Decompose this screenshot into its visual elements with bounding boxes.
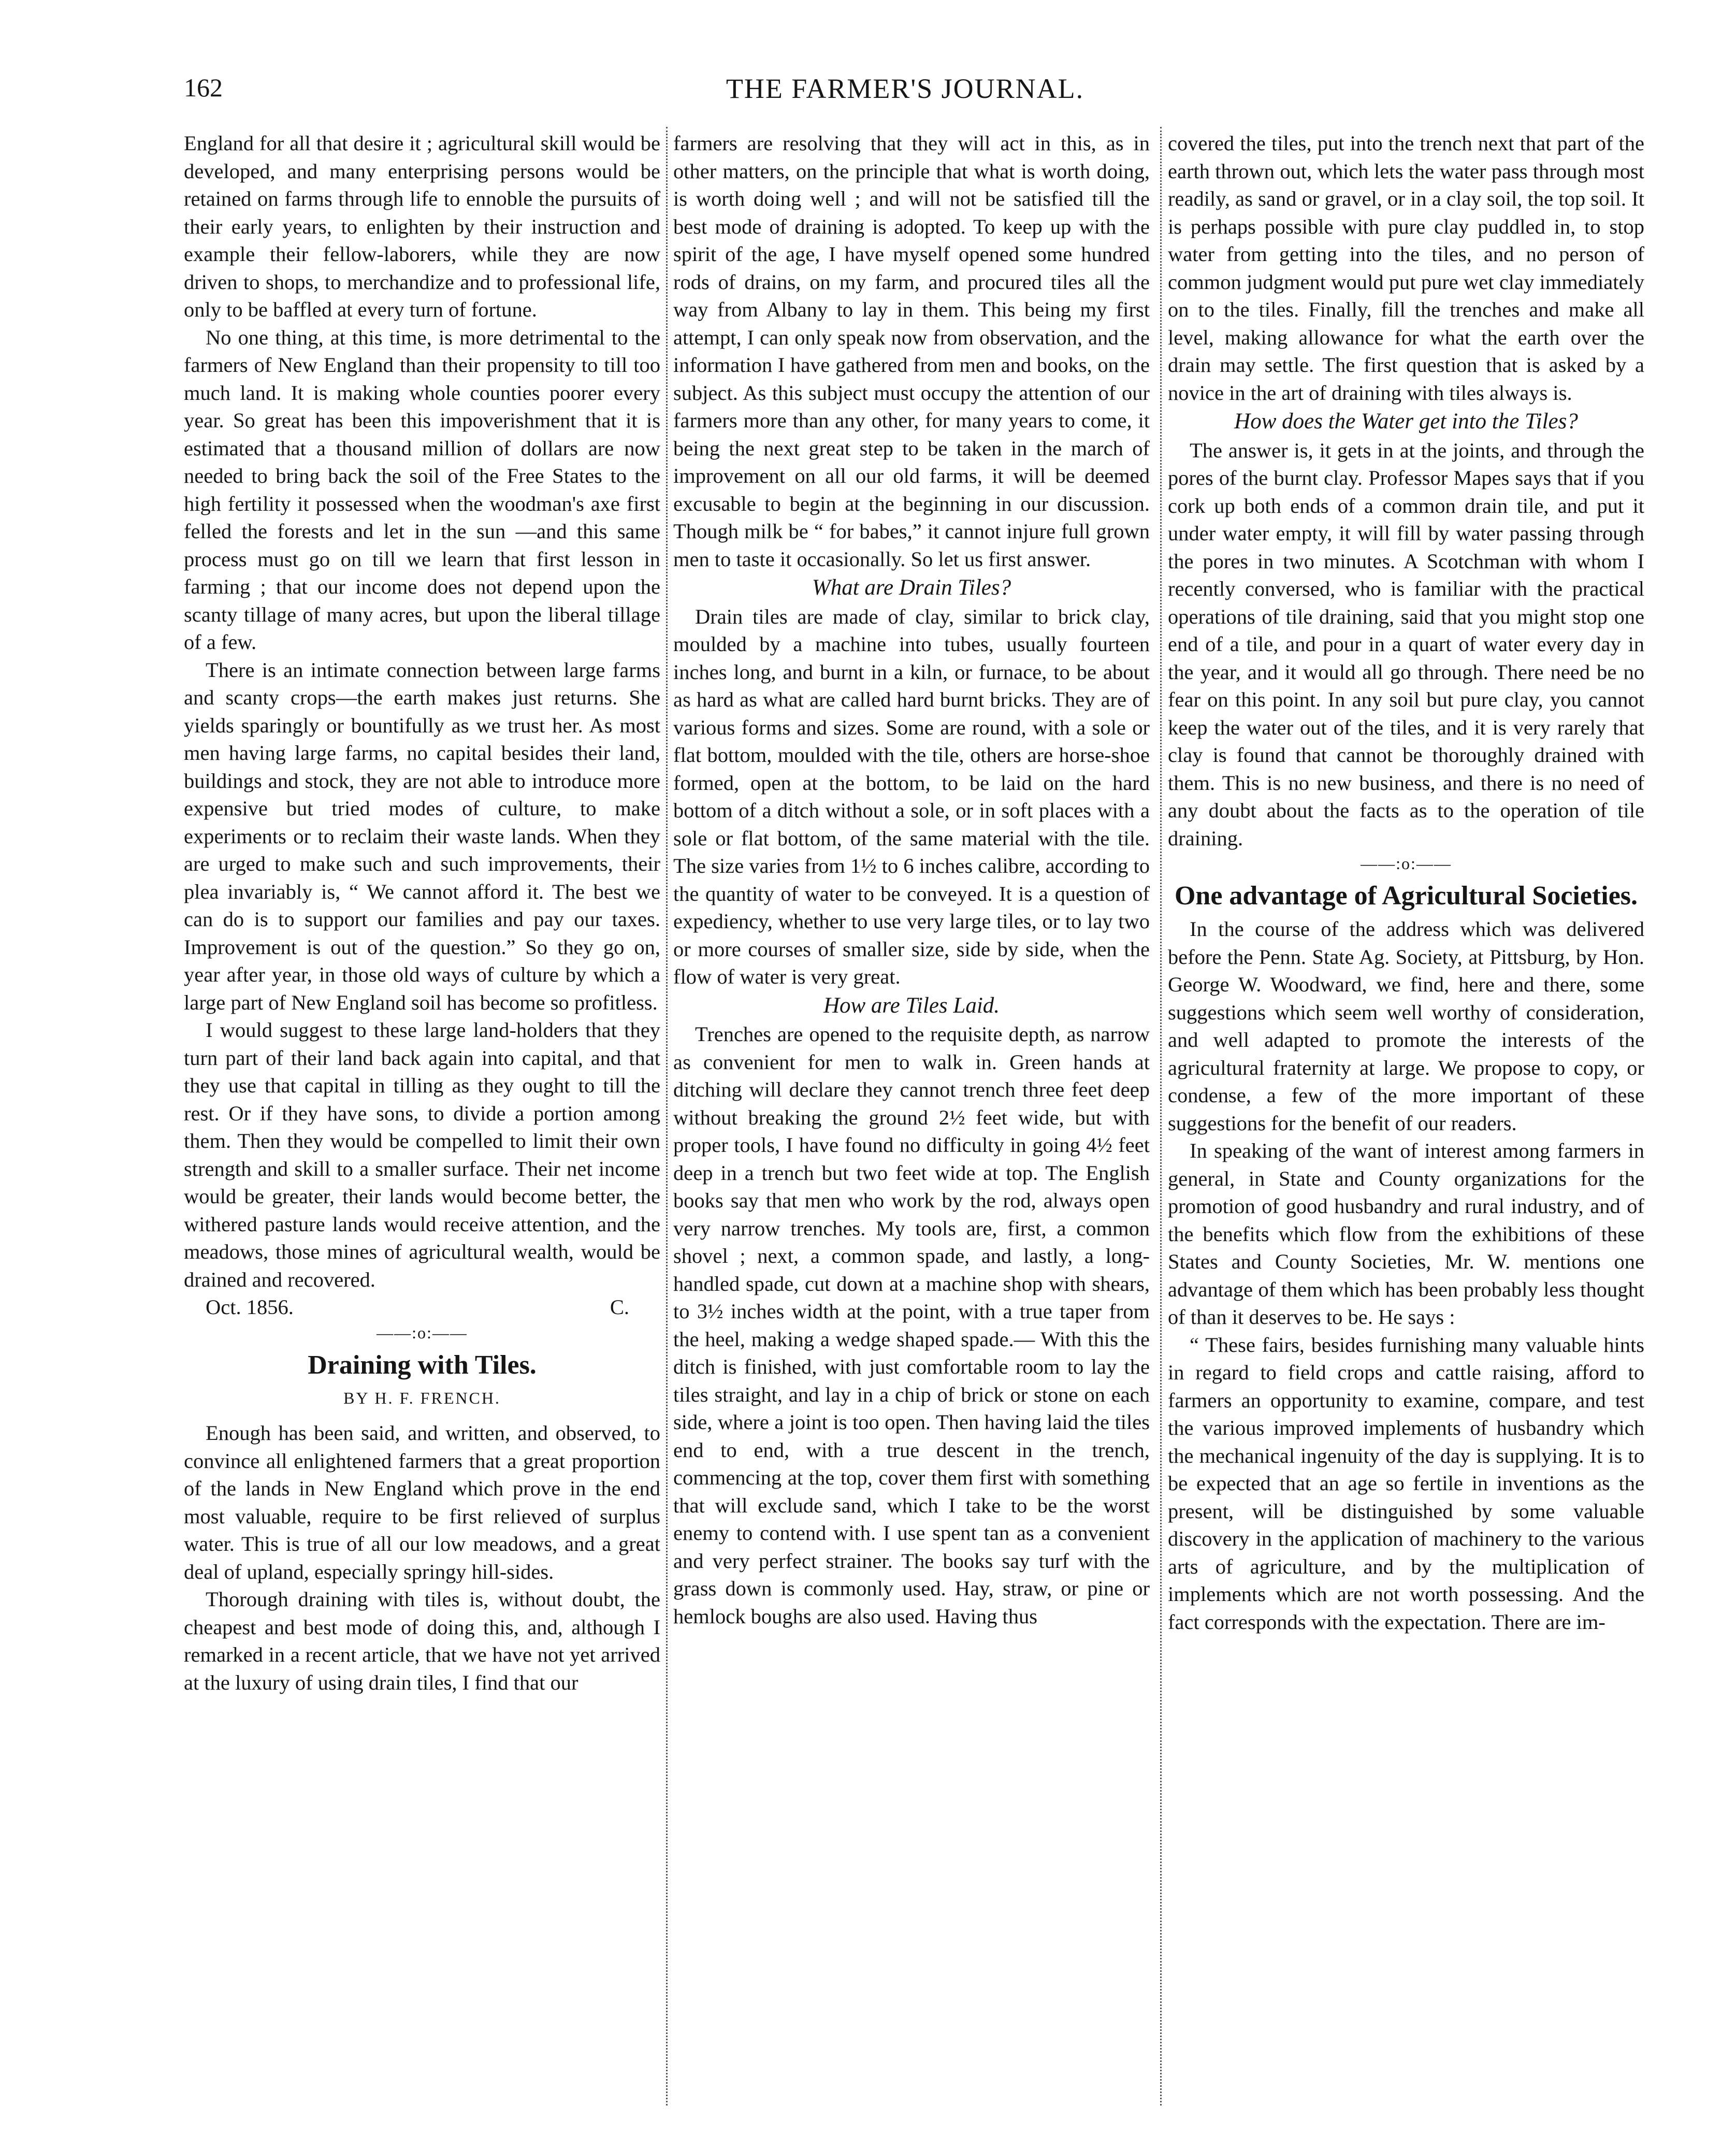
article-title: One advantage of Agricultural Societies.: [1174, 881, 1638, 911]
paragraph: covered the tiles, put into the trench next that part of the earth thrown out, which lets the water pass through most readily, as sand or gravel, or in a clay soil, the top soil. It is perhaps possible with pure clay puddled in, to stop water from getting into the tiles, and no person of common judgment would put pure wet clay immediately on to the tiles. Finally, fill the trenches and make all level, making allowance for what the earth over the drain may settle. The first question that is asked by a novice in the art of draining with tiles always is.: [1168, 132, 1644, 405]
paragraph: Thorough draining with tiles is, without doubt, the cheapest and best mode of doing this, and, although I remarked in a recent article, that we have not yet arrived at the luxury of using drain tiles, I find that our: [184, 1588, 660, 1694]
paragraph: “ These fairs, besides furnishing many valuable hints in regard to field crops and cattle raising, afford to farmers an opportunity to examine, compare, and test the various improved implements of husbandry which the mechanical ingenuity of the day is supplying. It is to be expected that an age so fertile in inventions as the present, will be distinguished by some valuable discovery in the application of machinery to the various arts of agriculture, and by the multiplication of implements which are not worth possessing. And the fact corresponds with the expectation. There are im-: [1168, 1333, 1644, 1634]
paragraph: There is an intimate connection between large farms and scanty crops—the earth makes just returns. She yields sparingly or bountifully as we trust her. As most men having large farms, no capital besides their land, buildings and stock, they are not able to introduce more expensive but tried modes of culture, to make experiments or to reclaim their waste lands. When they are urged to make such and such improvements, their plea invariably is, “ We cannot afford it. The best we can do is to support our families and pay our taxes. Improvement is out of the question.” So they go on, year after year, in those old ways of culture by which a large part of New England soil has become so profitless.: [184, 658, 660, 1014]
signoff: [184, 1293, 660, 1321]
paragraph: No one thing, at this time, is more detrimental to the farmers of New England than their propensity to till too much land. It is making whole counties poorer every year. So great has been this impoverishment that it is estimated that a thousand million of dollars are now needed to bring back the soil of the Free States to the high fertility it possessed when the woodman's axe first felled the forests and let in the sun —and this same process must go on till we learn that first lesson in farming ; that our income does not depend upon the scanty tillage of many acres, but upon the liberal tillage of a few.: [184, 325, 660, 654]
subheading: What are Drain Tiles?: [812, 575, 1011, 600]
paragraph: In speaking of the want of interest among farmers in general, in State and County organizations for the promotion of good husbandry and rural industry, and of the benefits which flow from the exhibitions of these States and County Societies, Mr. W. mentions one advantage of them which has been probably less thought of than it deserves to be. He says :: [1168, 1139, 1644, 1329]
column-left: [184, 129, 660, 2124]
byline: BY H. F. FRENCH.: [343, 1388, 501, 1407]
paragraph: Trenches are opened to the requisite depth, as narrow as convenient for men to walk in. Green hands at ditching will declare they cannot trench three feet deep without breaking the ground 2½ feet wide, but with proper tools, I have found no difficulty in going 4½ feet deep in a trench but two feet wide at top. The English books say that men who work by the rod, always open very narrow trenches. My tools are, first, a common shovel ; next, a common spade, and lastly, a long-handled spade, cut down at a machine shop with shears, to 3½ inches width at the point, with a true taper from the heel, making a wedge shaped spade.— With this the ditch is finished, with just comfortable room to lay the tiles straight, and lay in a chip of brick or stone on each side, where a joint is too open. Then having laid the tiles end to end, with a true descent in the trench, commencing at the top, cover them first with something that will exclude sand, which I take to be the worst enemy to contend with. I use spent tan as a convenient and very perfect strainer. The books say turf with the grass down is commonly used. Hay, straw, or pine or hemlock boughs are also used. Having thus: [673, 1022, 1150, 1628]
section-divider: ——:o:——: [377, 1323, 468, 1342]
paragraph: England for all that desire it ; agricultural skill would be developed, and many enterprising persons would be retained on farms through life to ennoble the pursuits of their early years, to enlighten by their instruction and example their fellow-laborers, while they are now driven to shops, to merchandize and to professional life, only to be baffled at every turn of fortune.: [184, 132, 660, 321]
column-divider-left: [666, 127, 668, 2105]
paragraph: In the course of the address which was delivered before the Penn. State Ag. Society, at Pittsburg, by Hon. George W. Woodward, we find, here and there, some suggestions which seem well worthy of consideration, and well adapted to promote the interests of the agricultural fraternity at large. We propose to copy, or condense, a few of the more important of these suggestions for the benefit of our readers.: [1168, 917, 1644, 1135]
paragraph: Enough has been said, and written, and observed, to convince all enlightened farmers that a great proportion of the lands in New England which prove in the end most valuable, require to be first relieved of surplus water. This is true of all our low meadows, and a great deal of upland, especially springy hill-sides.: [184, 1421, 660, 1583]
paragraph: I would suggest to these large land-holders that they turn part of their land back again into capital, and that they use that capital in tilling as they ought to till the rest. Or if they have sons, to divide a portion among them. Then they would be compelled to limit their own strength and skill to a smaller surface. Their net income would be greater, their lands would become better, the withered pasture lands would receive attention, and the meadows, those mines of agricultural wealth, would be drained and recovered.: [184, 1018, 660, 1291]
signoff-date: Oct. 1856.: [206, 1295, 294, 1319]
subheading: How does the Water get into the Tiles?: [1234, 409, 1578, 434]
column-right: [1168, 129, 1644, 2124]
paragraph: farmers are resolving that they will act in this, as in other matters, on the principle that what is worth doing, is worth doing well ; and will not be satisfied till the best mode of draining is adopted. To keep up with the spirit of the age, I have myself opened some hundred rods of drains, on my farm, and procured tiles all the way from Albany to lay in them. This being my first attempt, I can only speak now from observation, and the information I have gathered from men and books, on the subject. As this subject must occupy the attention of our farmers more than any other, for many years to come, it being the next great step to be taken in the march of improvement on all our old farms, it will be deemed excusable to begin at the beginning in our discussion. Though milk be “ for babes,” it cannot injure full grown men to taste it occasionally. So let us first answer.: [673, 132, 1150, 571]
paragraph: The answer is, it gets in at the joints, and through the pores of the burnt clay. Professor Mapes says that if you cork up both ends of a common drain tile, and put it under water empty, it will fill by water passing through the pores in two minutes. A Scotchman with whom I recently conversed, who is familiar with the practical operations of tile draining, said that you might stop one end of a tile, and pour in a quart of water every day in the year, and it would all go through. There need be no fear on this point. In any soil but pure clay, you cannot keep the water out of the tiles, and it is very rarely that clay is found that cannot be thoroughly drained with them. This is no new business, and there is no need of any doubt about the facts as to the operation of tile draining.: [1168, 438, 1644, 850]
subheading: How are Tiles Laid.: [823, 993, 1000, 1018]
article-title: Draining with Tiles.: [308, 1350, 537, 1380]
signoff-initial: C.: [610, 1295, 629, 1319]
page-number: 162: [184, 73, 223, 102]
page-header: [184, 73, 1626, 114]
paragraph: Drain tiles are made of clay, similar to brick clay, moulded by a machine into tubes, usually fourteen inches long, and burnt in a kiln, or furnace, to be about as hard as what are called hard burnt bricks. They are of various forms and sizes. Some are round, with a sole or flat bottom, moulded with the tile, others are horse-shoe formed, open at the bottom, to be laid on the hard bottom of a ditch without a sole, or in soft places with a sole or flat bottom, of the same material with the tile. The size varies from 1½ to 6 inches calibre, according to the quantity of water to be conveyed. It is a question of expediency, whether to use very large tiles, or to lay two or more courses of smaller size, side by side, when the flow of water is very great.: [673, 604, 1150, 988]
column-middle: [673, 129, 1150, 2124]
journal-title: THE FARMER'S JOURNAL.: [726, 73, 1084, 104]
column-divider-right: [1160, 127, 1162, 2105]
section-divider: ——:o:——: [1361, 854, 1452, 873]
